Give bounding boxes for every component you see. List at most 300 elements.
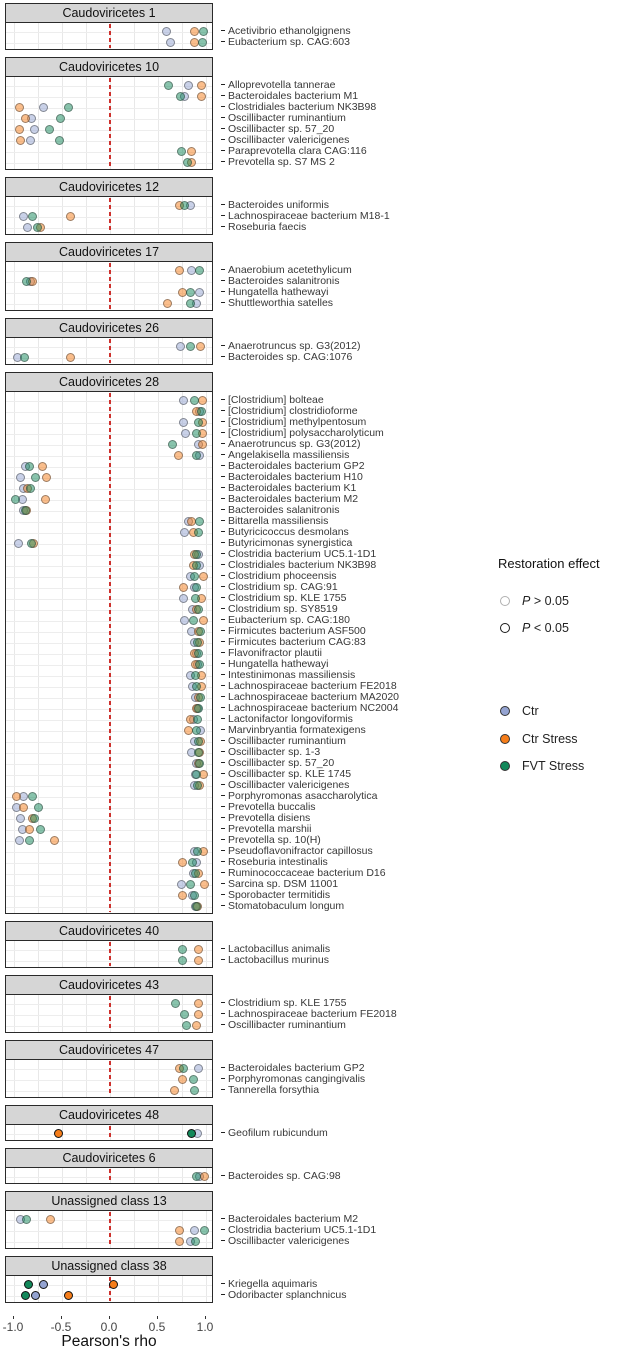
panel-plot-area [5, 391, 213, 914]
data-point-fvt-stress [192, 451, 201, 460]
species-name: [Clostridium] polysaccharolyticum [228, 426, 384, 439]
data-point-ctr [179, 418, 188, 427]
data-point-ctr-stress [194, 956, 203, 965]
species-label [221, 724, 366, 735]
species-name: Pseudoflavonifractor capillosus [228, 844, 373, 857]
data-point-ctr [177, 880, 186, 889]
species-name: Bacteroides salanitronis [228, 503, 340, 516]
species-name: Paraprevotella clara CAG:116 [228, 144, 367, 157]
x-axis-tick-label: -1.0 [2, 1320, 24, 1334]
species-label [221, 954, 329, 965]
species-tick-mark [221, 1240, 225, 1241]
x-axis-tick [61, 1316, 62, 1319]
species-tick-mark [221, 84, 225, 85]
species-label [221, 669, 355, 680]
significance-ring-icon [500, 623, 510, 633]
gridline-vertical [134, 77, 135, 169]
species-name: Lachnospiraceae bacterium FE2018 [228, 1007, 397, 1020]
species-tick-mark [221, 696, 225, 697]
species-tick-mark [221, 1024, 225, 1025]
data-point-fvt-stress [28, 792, 37, 801]
panel-plot-area [5, 196, 213, 235]
species-name: Oscillibacter sp. 1-3 [228, 745, 321, 758]
data-point-ctr-stress [199, 572, 208, 581]
species-tick-mark [221, 161, 225, 162]
data-point-fvt-stress [194, 704, 203, 713]
group-color-swatch-icon [500, 706, 510, 716]
species-label [221, 1213, 358, 1224]
species-name: Bacteroidales bacterium GP2 [228, 459, 365, 472]
data-point-fvt-stress [188, 858, 197, 867]
data-point-fvt-stress [193, 638, 202, 647]
data-point-fvt-stress [186, 288, 195, 297]
species-name: Clostridiales bacterium NK3B98 [228, 558, 377, 571]
legend [496, 556, 621, 786]
species-tick-mark [221, 729, 225, 730]
gridline-vertical [134, 1125, 135, 1140]
species-label [221, 145, 367, 156]
species-tick-mark [221, 883, 225, 884]
species-name: Clostridium sp. CAG:91 [228, 580, 338, 593]
zero-reference-line [109, 1061, 111, 1096]
species-name: Bacteroidales bacterium H10 [228, 470, 363, 483]
data-point-ctr-stress [194, 1010, 203, 1019]
species-label [221, 264, 352, 275]
species-tick-mark [221, 1078, 225, 1079]
species-name: Shuttleworthia satelles [228, 296, 334, 309]
data-point-ctr-stress [109, 1280, 118, 1289]
panel-plot-area [5, 1275, 213, 1303]
zero-reference-line [109, 942, 111, 966]
species-tick-mark [221, 861, 225, 862]
species-label [221, 1008, 397, 1019]
data-point-ctr [16, 473, 25, 482]
data-point-fvt-stress [64, 103, 73, 112]
species-label [221, 746, 320, 757]
species-label [221, 101, 376, 112]
species-name: Geofilum rubicundum [228, 1126, 328, 1139]
gridline-vertical [134, 941, 135, 967]
gridline-vertical [158, 77, 159, 169]
species-label [221, 757, 334, 768]
species-name: Flavonifractor plautii [228, 646, 322, 659]
species-tick-mark [221, 1218, 225, 1219]
species-label [221, 504, 339, 515]
panel-caudoviricetes-1 [5, 3, 621, 50]
species-name: Hungatella hathewayi [228, 657, 329, 670]
species-label [221, 625, 366, 636]
species-name: Bacteroidales bacterium GP2 [228, 1061, 365, 1074]
data-point-ctr-stress [66, 212, 75, 221]
species-label [221, 1062, 365, 1073]
species-tick-mark [221, 117, 225, 118]
species-tick-mark [221, 454, 225, 455]
species-name: Kriegella aquimaris [228, 1277, 318, 1290]
species-label [221, 515, 328, 526]
species-tick-mark [221, 839, 225, 840]
panel-caudoviricetes-10 [5, 57, 621, 170]
data-point-ctr-stress [197, 81, 206, 90]
panel-strip: Caudoviricetes 40 [5, 921, 213, 941]
species-name: Clostridiales bacterium NK3B98 [228, 100, 377, 113]
species-tick-mark [221, 1175, 225, 1176]
species-label [221, 603, 338, 614]
gridline-vertical [182, 392, 183, 913]
species-label [221, 735, 346, 746]
data-point-ctr [16, 814, 25, 823]
gridline-vertical [182, 1276, 183, 1302]
gridline-vertical [86, 1125, 87, 1140]
data-point-fvt-stress [191, 869, 200, 878]
gridline-vertical [86, 1276, 87, 1302]
species-label [221, 581, 338, 592]
data-point-fvt-stress [200, 1226, 209, 1235]
x-axis [2, 1316, 214, 1351]
data-point-ctr-stress [190, 27, 199, 36]
species-tick-mark [221, 531, 225, 532]
species-tick-mark [221, 345, 225, 346]
legend-item-label: Ctr Stress [522, 732, 578, 746]
species-name: Stomatobaculum longum [228, 899, 345, 912]
data-point-ctr [30, 125, 39, 134]
species-tick-mark [221, 150, 225, 151]
gridline-vertical [158, 941, 159, 967]
legend-item-label: Ctr [522, 704, 539, 718]
species-label [221, 416, 366, 427]
data-point-fvt-stress [30, 814, 39, 823]
species-label [221, 636, 366, 647]
panel-unassigned-class-13 [5, 1191, 621, 1249]
gridline-vertical [38, 338, 39, 364]
species-label [221, 36, 350, 47]
panel-strip: Unassigned class 13 [5, 1191, 213, 1211]
species-tick-mark [221, 652, 225, 653]
species-name: Butyricicoccus desmolans [228, 525, 349, 538]
species-name: Angelakisella massiliensis [228, 448, 350, 461]
species-tick-mark [221, 948, 225, 949]
data-point-ctr [180, 528, 189, 537]
species-name: Prevotella sp. 10(H) [228, 833, 321, 846]
species-label [221, 156, 335, 167]
species-name: Oscillibacter sp. KLE 1745 [228, 767, 352, 780]
data-point-ctr-stress [175, 1237, 184, 1246]
species-label [221, 943, 330, 954]
panel-plot-area [5, 1210, 213, 1249]
legend-item-label: FVT Stress [522, 759, 585, 773]
data-point-fvt-stress [194, 418, 203, 427]
species-tick-mark [221, 740, 225, 741]
data-point-fvt-stress [34, 803, 43, 812]
data-point-fvt-stress [194, 748, 203, 757]
species-label [221, 823, 311, 834]
species-tick-mark [221, 1132, 225, 1133]
data-point-ctr [176, 342, 185, 351]
species-label [221, 1073, 365, 1084]
data-point-ctr-stress [16, 136, 25, 145]
species-label [221, 460, 365, 471]
species-label [221, 90, 358, 101]
data-point-ctr-stress [196, 342, 205, 351]
gridline-vertical [158, 1276, 159, 1302]
species-tick-mark [221, 674, 225, 675]
species-tick-mark [221, 421, 225, 422]
species-label [221, 702, 398, 713]
species-tick-mark [221, 291, 225, 292]
data-point-ctr-stress [25, 825, 34, 834]
legend-item-p-not-significant [500, 594, 569, 608]
species-label [221, 790, 377, 801]
gridline-vertical [62, 338, 63, 364]
panel-caudoviricetes-43 [5, 975, 621, 1033]
species-name: Oscillibacter ruminantium [228, 734, 346, 747]
data-point-fvt-stress [192, 429, 201, 438]
zero-reference-line [109, 339, 111, 363]
data-point-ctr [23, 223, 32, 232]
gridline-vertical [134, 338, 135, 364]
data-point-fvt-stress [192, 1172, 201, 1181]
data-point-ctr-stress [175, 266, 184, 275]
species-label [221, 867, 386, 878]
data-point-fvt-stress [25, 462, 34, 471]
species-label [221, 351, 352, 362]
data-point-ctr [162, 27, 171, 36]
x-axis-tick [205, 1316, 206, 1319]
x-axis-tick-label: -0.5 [50, 1320, 72, 1334]
species-tick-mark [221, 509, 225, 510]
species-name: Marvinbryantia formatexigens [228, 723, 366, 736]
panel-caudoviricetes-26 [5, 318, 621, 365]
x-axis-tick [109, 1316, 110, 1319]
data-point-fvt-stress [186, 342, 195, 351]
species-tick-mark [221, 302, 225, 303]
x-axis-tick [157, 1316, 158, 1319]
data-point-ctr-stress [199, 616, 208, 625]
species-label [221, 1019, 346, 1030]
species-name: Prevotella buccalis [228, 800, 316, 813]
species-name: Butyricimonas synergistica [228, 536, 353, 549]
gridline-vertical [158, 392, 159, 913]
species-tick-mark [221, 356, 225, 357]
species-name: [Clostridium] methylpentosum [228, 415, 367, 428]
gridline-vertical [134, 1168, 135, 1183]
species-label [221, 997, 346, 1008]
species-tick-mark [221, 520, 225, 521]
data-point-ctr-stress [187, 147, 196, 156]
data-point-fvt-stress [190, 572, 199, 581]
species-tick-mark [221, 773, 225, 774]
x-axis-tick [13, 1316, 14, 1319]
panel-plot-area [5, 1124, 213, 1141]
species-label [221, 25, 351, 36]
zero-reference-line [109, 393, 111, 912]
data-point-fvt-stress [176, 92, 185, 101]
data-point-ctr-stress [38, 462, 47, 471]
species-label [221, 878, 338, 889]
data-point-fvt-stress [198, 38, 207, 47]
data-point-fvt-stress [195, 759, 204, 768]
species-name: [Clostridium] clostridioforme [228, 404, 358, 417]
panel-strip: Caudoviricetes 48 [5, 1105, 213, 1125]
x-axis-tick-label: 0.5 [148, 1320, 166, 1334]
species-label [221, 570, 337, 581]
gridline-vertical [206, 1125, 207, 1140]
species-label [221, 394, 324, 405]
panel-plot-area [5, 940, 213, 968]
species-name: Odoribacter splanchnicus [228, 1288, 347, 1301]
species-name: Bacteroides uniformis [228, 198, 329, 211]
x-axis-tick-label: 0.0 [100, 1320, 118, 1334]
species-label [221, 112, 346, 123]
data-point-fvt-stress [31, 473, 40, 482]
species-label [221, 845, 373, 856]
species-name: Sarcina sp. DSM 11001 [228, 877, 339, 890]
data-point-fvt-stress [196, 627, 205, 636]
species-tick-mark [221, 1283, 225, 1284]
data-point-ctr-stress [175, 1226, 184, 1235]
species-name: Lactonifactor longoviformis [228, 712, 353, 725]
data-point-ctr-stress [41, 495, 50, 504]
species-label [221, 559, 376, 570]
species-tick-mark [221, 1013, 225, 1014]
data-point-ctr [166, 38, 175, 47]
panel-strip: Caudoviricetes 28 [5, 372, 213, 392]
species-tick-mark [221, 498, 225, 499]
data-point-ctr-stress [194, 999, 203, 1008]
data-point-ctr [31, 1291, 40, 1300]
panel-unassigned-class-38 [5, 1256, 621, 1303]
species-tick-mark [221, 751, 225, 752]
species-name: Lachnospiraceae bacterium NC2004 [228, 701, 399, 714]
species-tick-mark [221, 128, 225, 129]
significance-ring-icon [500, 596, 510, 606]
species-name: Clostridium sp. KLE 1755 [228, 591, 347, 604]
species-name: Porphyromonas cangingivalis [228, 1072, 366, 1085]
panel-strip: Caudoviricetes 1 [5, 3, 213, 23]
species-tick-mark [221, 204, 225, 205]
data-point-ctr-stress [192, 1021, 201, 1030]
data-point-ctr-stress [46, 1215, 55, 1224]
species-tick-mark [221, 575, 225, 576]
data-point-ctr-stress [170, 1086, 179, 1095]
data-point-fvt-stress [22, 1215, 31, 1224]
species-tick-mark [221, 762, 225, 763]
data-point-fvt-stress [20, 353, 29, 362]
species-name: Clostridia bacterium UC5.1-1D1 [228, 547, 377, 560]
species-name: Sporobacter termitidis [228, 888, 331, 901]
data-point-fvt-stress [192, 561, 201, 570]
species-tick-mark [221, 619, 225, 620]
species-label [221, 297, 333, 308]
species-name: Clostridia bacterium UC5.1-1D1 [228, 1223, 377, 1236]
species-tick-mark [221, 641, 225, 642]
gridline-vertical [206, 392, 207, 913]
data-point-ctr [179, 396, 188, 405]
data-point-ctr-stress [194, 945, 203, 954]
gridline-vertical [38, 1125, 39, 1140]
species-label [221, 900, 344, 911]
data-point-ctr-stress [179, 583, 188, 592]
panel-plot-area [5, 261, 213, 311]
data-point-ctr-stress [21, 114, 30, 123]
data-point-fvt-stress [27, 539, 36, 548]
data-point-ctr [190, 1226, 199, 1235]
data-point-ctr [19, 212, 28, 221]
species-label [221, 680, 397, 691]
species-name: Lachnospiraceae bacterium FE2018 [228, 679, 397, 692]
species-tick-mark [221, 1002, 225, 1003]
data-point-fvt-stress [55, 136, 64, 145]
legend-item-label: P < 0.05 [522, 621, 569, 635]
species-name: Bacteroides sp. CAG:98 [228, 1169, 341, 1182]
x-axis-tick-label: 1.0 [196, 1320, 214, 1334]
zero-reference-line [109, 1212, 111, 1247]
species-name: Roseburia faecis [228, 220, 307, 233]
gridline-vertical [38, 77, 39, 169]
species-name: Lachnospiraceae bacterium MA2020 [228, 690, 400, 703]
species-tick-mark [221, 817, 225, 818]
species-name: Eubacterium sp. CAG:180 [228, 613, 350, 626]
zero-reference-line [109, 24, 111, 48]
data-point-ctr-stress [42, 473, 51, 482]
species-label [221, 1224, 376, 1235]
gridline-vertical [62, 941, 63, 967]
species-name: Bacteroidales bacterium K1 [228, 481, 357, 494]
species-label [221, 691, 399, 702]
species-label [221, 221, 306, 232]
legend-title: Restoration effect [498, 556, 600, 571]
gridline-vertical [62, 1276, 63, 1302]
species-tick-mark [221, 630, 225, 631]
data-point-fvt-stress [177, 147, 186, 156]
species-name: Oscillibacter ruminantium [228, 111, 346, 124]
panel-strip: Caudoviricetes 26 [5, 318, 213, 338]
species-tick-mark [221, 663, 225, 664]
data-point-fvt-stress [191, 1237, 200, 1246]
species-name: Prevotella disiens [228, 811, 311, 824]
species-name: Clostridium phoceensis [228, 569, 337, 582]
data-point-fvt-stress [193, 847, 202, 856]
data-point-fvt-stress [192, 770, 201, 779]
data-point-fvt-stress [24, 1280, 33, 1289]
species-label [221, 482, 356, 493]
species-label [221, 427, 384, 438]
data-point-ctr-stress [15, 125, 24, 134]
species-tick-mark [221, 487, 225, 488]
data-point-fvt-stress [192, 902, 201, 911]
species-label [221, 526, 349, 537]
data-point-fvt-stress [196, 693, 205, 702]
species-tick-mark [221, 1067, 225, 1068]
species-tick-mark [221, 30, 225, 31]
gridline-vertical [158, 23, 159, 49]
data-point-ctr [26, 136, 35, 145]
species-name: Firmicutes bacterium ASF500 [228, 624, 366, 637]
data-point-ctr [179, 594, 188, 603]
gridline-vertical [134, 392, 135, 913]
species-name: Intestinimonas massiliensis [228, 668, 356, 681]
species-tick-mark [221, 476, 225, 477]
data-point-ctr [39, 103, 48, 112]
data-point-ctr-stress [19, 803, 28, 812]
species-name: Clostridium sp. KLE 1755 [228, 996, 347, 1009]
species-label [221, 592, 346, 603]
species-label [221, 647, 322, 658]
data-point-fvt-stress [56, 114, 65, 123]
gridline-vertical [206, 1276, 207, 1302]
species-label [221, 275, 339, 286]
species-label [221, 286, 328, 297]
gridline-vertical [14, 1276, 15, 1302]
